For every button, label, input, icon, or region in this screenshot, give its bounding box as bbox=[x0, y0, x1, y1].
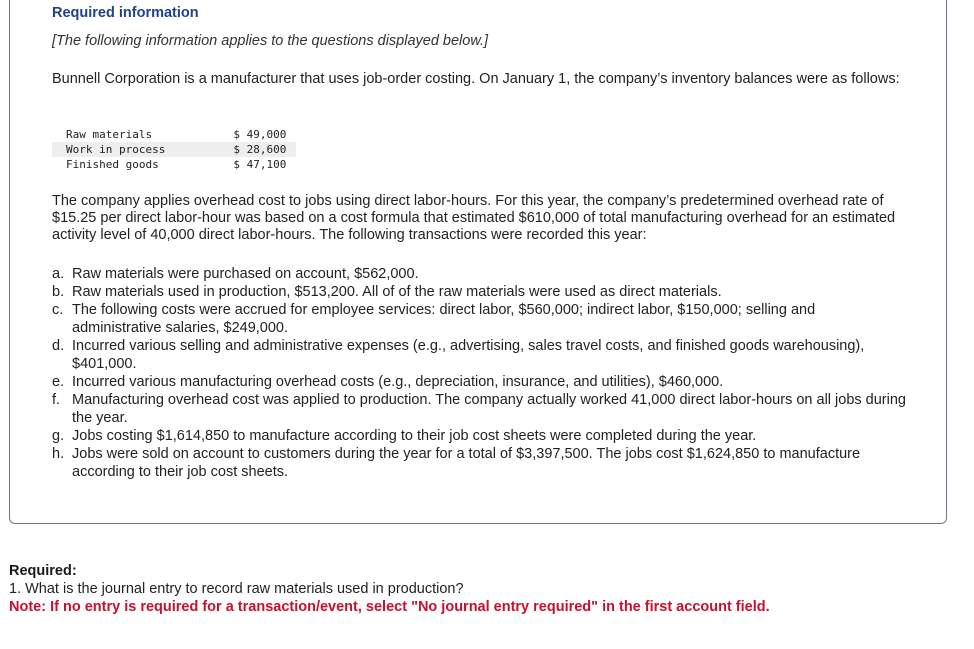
required-heading: Required: bbox=[9, 563, 77, 579]
list-item bbox=[52, 373, 908, 391]
transaction-text: Manufacturing overhead cost was applied to production. The company actually worked 41,000 direct labor-hours on all jobs during the year. bbox=[72, 392, 906, 426]
transaction-letter: c. bbox=[52, 302, 64, 318]
section-title: Required information bbox=[52, 5, 199, 21]
transaction-text: Raw materials were purchased on account, $562,000. bbox=[72, 266, 419, 282]
balance-amount: $ 49,000 bbox=[233, 128, 287, 141]
intro-paragraph: Bunnell Corporation is a manufacturer that uses job-order costing. On January 1, the company’s inventory balances were as follows: bbox=[52, 71, 900, 87]
list-item bbox=[52, 427, 908, 445]
list-item bbox=[52, 445, 908, 481]
table-row bbox=[52, 142, 296, 157]
section-subtitle: [The following information applies to the questions displayed below.] bbox=[52, 33, 489, 49]
transaction-text: The following costs were accrued for employee services: direct labor, $560,000; indirect labor, $150,000; selling and administrative salaries, $249,000. bbox=[72, 302, 816, 336]
balance-amount: $ 47,100 bbox=[233, 158, 287, 171]
overhead-paragraph: The company applies overhead cost to jobs using direct labor-hours. For this year, the company’s predetermined overhead rate of $15.25 per direct labor-hour was based on a cost formula that estimated $610,000 of total manufacturing overhead for an estimated activity level of 40,000 direct labor-hours. The following transactions were recorded this year: bbox=[52, 193, 896, 243]
list-item bbox=[52, 391, 908, 427]
balance-amount: $ 28,600 bbox=[165, 142, 296, 157]
transaction-letter: a. bbox=[52, 266, 65, 282]
instruction-note: Note: If no entry is required for a transaction/event, select "No journal entry required" in the first account field. bbox=[9, 599, 770, 615]
list-item bbox=[52, 283, 908, 301]
list-item bbox=[52, 265, 908, 283]
transaction-letter: d. bbox=[52, 338, 65, 354]
transaction-letter: g. bbox=[52, 428, 65, 444]
transactions-list bbox=[52, 265, 908, 481]
transaction-text: Incurred various manufacturing overhead costs (e.g., depreciation, insurance, and utilities), $460,000. bbox=[72, 374, 724, 390]
transaction-text: Jobs costing $1,614,850 to manufacture according to their job cost sheets were completed during the year. bbox=[72, 428, 757, 444]
table-row bbox=[52, 157, 296, 172]
balance-label: Finished goods bbox=[66, 158, 159, 171]
balance-label: Work in process bbox=[52, 142, 165, 157]
transaction-letter: b. bbox=[52, 284, 65, 300]
transaction-letter: h. bbox=[52, 446, 65, 462]
transaction-text: Incurred various selling and administrative expenses (e.g., advertising, sales travel costs, and finished goods warehousing), $401,000. bbox=[72, 338, 865, 372]
transaction-letter: f. bbox=[52, 392, 61, 408]
list-item bbox=[52, 337, 908, 373]
transaction-letter: e. bbox=[52, 374, 65, 390]
inventory-balances-table bbox=[52, 127, 296, 172]
transaction-text: Jobs were sold on account to customers during the year for a total of $3,397,500. The jobs cost $1,624,850 to manufacture according to their job cost sheets. bbox=[72, 446, 861, 480]
question-text: 1. What is the journal entry to record raw materials used in production? bbox=[9, 581, 464, 597]
transaction-text: Raw materials used in production, $513,200. All of of the raw materials were used as direct materials. bbox=[72, 284, 722, 300]
list-item bbox=[52, 301, 908, 337]
table-row bbox=[52, 127, 296, 142]
balance-label: Raw materials bbox=[66, 128, 153, 141]
